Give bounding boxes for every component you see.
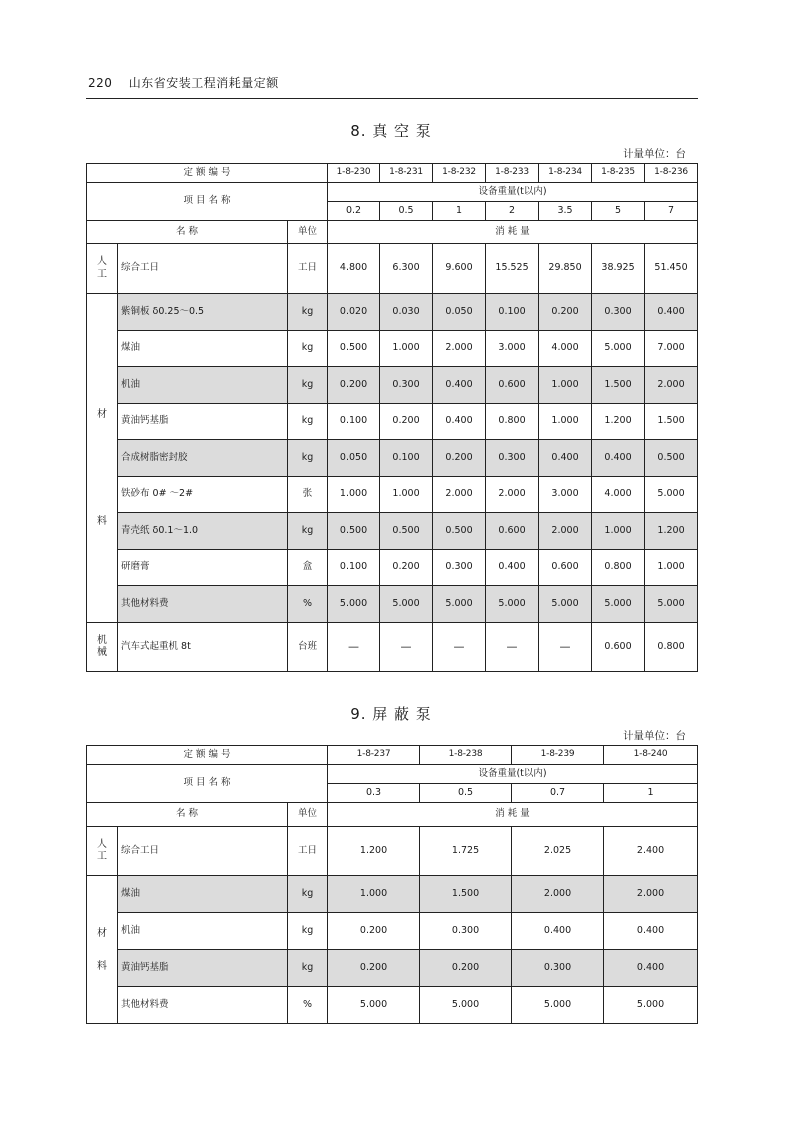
material-value: 1.000	[645, 550, 698, 586]
material-value: 0.800	[592, 550, 645, 586]
material-name: 机油	[118, 913, 288, 950]
material-value: 0.020	[328, 294, 380, 331]
material-value: 1.000	[592, 513, 645, 550]
section9-table	[86, 745, 698, 1024]
weight-value: 3.5	[539, 202, 592, 221]
material-value: 0.200	[539, 294, 592, 331]
material-value: 2.000	[433, 477, 486, 513]
machinery-category-label: 机 械	[97, 634, 107, 658]
material-value: 0.200	[328, 367, 380, 404]
quota-code: 1-8-235	[592, 164, 645, 183]
material-value: 5.000	[328, 586, 380, 623]
material-value: 5.000	[486, 586, 539, 623]
labor-unit: 工日	[288, 244, 328, 294]
material-value: 0.300	[512, 950, 604, 987]
labor-category	[87, 827, 118, 876]
material-value: 1.000	[539, 404, 592, 440]
quota-code: 1-8-236	[645, 164, 698, 183]
quota-code-label: 定 额 编 号	[87, 746, 328, 765]
material-row	[87, 586, 698, 623]
material-value: 4.000	[592, 477, 645, 513]
material-value: 5.000	[328, 987, 420, 1024]
material-value: 5.000	[512, 987, 604, 1024]
material-value: 1.000	[539, 367, 592, 404]
material-row	[87, 513, 698, 550]
material-value: 5.000	[433, 586, 486, 623]
material-unit: kg	[288, 404, 328, 440]
weight-value: 0.5	[380, 202, 433, 221]
material-value: 1.000	[328, 876, 420, 913]
material-value: 5.000	[645, 477, 698, 513]
materials-category-bottom: 料	[97, 516, 107, 527]
labor-value: 4.800	[328, 244, 380, 294]
material-unit: 张	[288, 477, 328, 513]
labor-value: 38.925	[592, 244, 645, 294]
labor-value: 1.200	[328, 827, 420, 876]
material-value: 1.500	[645, 404, 698, 440]
material-value: 0.400	[645, 294, 698, 331]
machinery-row	[87, 623, 698, 672]
column-header-row	[87, 221, 698, 244]
material-unit: kg	[288, 876, 328, 913]
labor-row	[87, 244, 698, 294]
weight-value: 0.3	[328, 784, 420, 803]
material-value: 0.200	[328, 950, 420, 987]
material-value: 2.000	[645, 367, 698, 404]
machinery-value: —	[328, 623, 380, 672]
material-unit: 盒	[288, 550, 328, 586]
material-value: 1.000	[380, 331, 433, 367]
material-name: 煤油	[118, 876, 288, 913]
material-unit: %	[288, 987, 328, 1024]
material-value: 2.000	[486, 477, 539, 513]
material-value: 0.400	[512, 913, 604, 950]
material-value: 0.200	[380, 550, 433, 586]
material-value: 0.400	[604, 950, 698, 987]
quota-code: 1-8-234	[539, 164, 592, 183]
quota-code: 1-8-239	[512, 746, 604, 765]
labor-unit: 工日	[288, 827, 328, 876]
page-number: 220	[88, 76, 113, 90]
weight-value: 0.2	[328, 202, 380, 221]
material-value: 0.030	[380, 294, 433, 331]
material-value: 0.800	[486, 404, 539, 440]
materials-category	[87, 294, 118, 623]
material-value: 0.300	[592, 294, 645, 331]
section8-title: 8. 真 空 泵	[350, 122, 432, 140]
consumption-label: 消 耗 量	[328, 221, 698, 244]
material-value: 0.300	[486, 440, 539, 477]
material-value: 0.300	[420, 913, 512, 950]
machinery-unit: 台班	[288, 623, 328, 672]
page-header	[88, 74, 698, 91]
labor-value: 2.400	[604, 827, 698, 876]
section8-table	[86, 163, 698, 672]
labor-value: 51.450	[645, 244, 698, 294]
material-value: 2.000	[433, 331, 486, 367]
material-row	[87, 876, 698, 913]
labor-value: 1.725	[420, 827, 512, 876]
material-value: 3.000	[539, 477, 592, 513]
labor-value: 9.600	[433, 244, 486, 294]
material-row	[87, 440, 698, 477]
material-value: 1.000	[380, 477, 433, 513]
material-unit: kg	[288, 294, 328, 331]
material-unit: kg	[288, 331, 328, 367]
labor-row	[87, 827, 698, 876]
section9-title: 9. 屏 蔽 泵	[350, 705, 432, 723]
material-value: 0.100	[486, 294, 539, 331]
material-value: 0.300	[433, 550, 486, 586]
name-column-label: 名 称	[87, 221, 288, 244]
material-row	[87, 987, 698, 1024]
material-row	[87, 331, 698, 367]
labor-value: 29.850	[539, 244, 592, 294]
quota-code: 1-8-240	[604, 746, 698, 765]
labor-name: 综合工日	[118, 244, 288, 294]
material-unit: kg	[288, 367, 328, 404]
material-value: 1.500	[420, 876, 512, 913]
material-value: 0.600	[539, 550, 592, 586]
material-value: 0.600	[486, 367, 539, 404]
material-row	[87, 294, 698, 331]
weight-group-label: 设备重量(t以内)	[328, 765, 698, 784]
labor-category-label: 人 工	[97, 838, 107, 862]
material-value: 5.000	[592, 331, 645, 367]
machinery-name: 汽车式起重机 8t	[118, 623, 288, 672]
material-name: 紫铜板 δ0.25～0.5	[118, 294, 288, 331]
quota-code-row	[87, 164, 698, 183]
material-name: 其他材料费	[118, 987, 288, 1024]
material-value: 0.400	[433, 367, 486, 404]
material-value: 0.050	[433, 294, 486, 331]
material-name: 机油	[118, 367, 288, 404]
labor-value: 15.525	[486, 244, 539, 294]
material-value: 0.400	[592, 440, 645, 477]
weight-value: 5	[592, 202, 645, 221]
column-header-row	[87, 803, 698, 827]
material-value: 0.400	[433, 404, 486, 440]
material-value: 0.100	[328, 404, 380, 440]
material-value: 0.500	[328, 513, 380, 550]
material-name: 铁砂布 0# ～2#	[118, 477, 288, 513]
material-value: 5.000	[539, 586, 592, 623]
labor-value: 2.025	[512, 827, 604, 876]
weight-value: 7	[645, 202, 698, 221]
material-name: 合成树脂密封胶	[118, 440, 288, 477]
materials-category	[87, 876, 118, 1024]
labor-name: 综合工日	[118, 827, 288, 876]
material-unit: kg	[288, 440, 328, 477]
weight-value: 0.5	[420, 784, 512, 803]
material-value: 0.500	[433, 513, 486, 550]
material-row	[87, 550, 698, 586]
material-value: 0.200	[420, 950, 512, 987]
material-value: 0.500	[380, 513, 433, 550]
material-value: 0.200	[433, 440, 486, 477]
weight-value: 1	[604, 784, 698, 803]
labor-category	[87, 244, 118, 294]
material-value: 0.500	[328, 331, 380, 367]
quota-code: 1-8-232	[433, 164, 486, 183]
machinery-value: —	[539, 623, 592, 672]
material-row	[87, 367, 698, 404]
material-value: 2.000	[539, 513, 592, 550]
name-column-label: 名 称	[87, 803, 288, 827]
material-value: 7.000	[645, 331, 698, 367]
material-value: 5.000	[645, 586, 698, 623]
weight-value: 2	[486, 202, 539, 221]
material-value: 1.500	[592, 367, 645, 404]
material-value: 0.400	[486, 550, 539, 586]
machinery-value: —	[433, 623, 486, 672]
machinery-value: —	[380, 623, 433, 672]
material-value: 1.200	[645, 513, 698, 550]
material-row	[87, 913, 698, 950]
material-value: 0.200	[380, 404, 433, 440]
material-value: 5.000	[592, 586, 645, 623]
quota-code: 1-8-231	[380, 164, 433, 183]
material-value: 0.050	[328, 440, 380, 477]
weight-value: 1	[433, 202, 486, 221]
quota-code: 1-8-230	[328, 164, 380, 183]
machinery-value: 0.600	[592, 623, 645, 672]
material-row	[87, 950, 698, 987]
material-row	[87, 477, 698, 513]
material-value: 1.000	[328, 477, 380, 513]
material-row	[87, 404, 698, 440]
material-value: 3.000	[486, 331, 539, 367]
weight-group-row	[87, 765, 698, 784]
materials-category-top: 材	[97, 409, 107, 420]
quota-code-label: 定 额 编 号	[87, 164, 328, 183]
quota-code: 1-8-237	[328, 746, 420, 765]
material-name: 黄油钙基脂	[118, 950, 288, 987]
material-value: 5.000	[604, 987, 698, 1024]
weight-group-row	[87, 183, 698, 202]
material-unit: kg	[288, 513, 328, 550]
consumption-label: 消 耗 量	[328, 803, 698, 827]
weight-group-label: 设备重量(t以内)	[328, 183, 698, 202]
quota-code: 1-8-238	[420, 746, 512, 765]
unit-column-label: 单位	[288, 221, 328, 244]
section9-unit-note: 计量单位：台	[623, 730, 686, 742]
material-value: 2.000	[604, 876, 698, 913]
item-name-label: 项 目 名 称	[87, 765, 328, 803]
materials-category-bottom: 料	[97, 960, 107, 972]
material-value: 0.200	[328, 913, 420, 950]
materials-category-top: 材	[97, 927, 107, 939]
material-name: 黄油钙基脂	[118, 404, 288, 440]
machinery-category	[87, 623, 118, 672]
material-value: 0.400	[604, 913, 698, 950]
material-name: 青壳纸 δ0.1～1.0	[118, 513, 288, 550]
material-value: 0.100	[328, 550, 380, 586]
material-value: 0.100	[380, 440, 433, 477]
quota-code-row	[87, 746, 698, 765]
material-value: 5.000	[420, 987, 512, 1024]
material-value: 0.500	[645, 440, 698, 477]
header-rule	[86, 98, 698, 99]
material-value: 4.000	[539, 331, 592, 367]
machinery-value: —	[486, 623, 539, 672]
item-name-label: 项 目 名 称	[87, 183, 328, 221]
material-name: 煤油	[118, 331, 288, 367]
material-unit: kg	[288, 950, 328, 987]
material-name: 其他材料费	[118, 586, 288, 623]
section8-unit-note: 计量单位：台	[623, 148, 686, 160]
material-value: 2.000	[512, 876, 604, 913]
book-title: 山东省安装工程消耗量定额	[128, 76, 279, 90]
material-name: 研磨膏	[118, 550, 288, 586]
material-value: 1.200	[592, 404, 645, 440]
material-value: 0.300	[380, 367, 433, 404]
machinery-value: 0.800	[645, 623, 698, 672]
material-value: 0.400	[539, 440, 592, 477]
material-unit: kg	[288, 913, 328, 950]
unit-column-label: 单位	[288, 803, 328, 827]
material-value: 5.000	[380, 586, 433, 623]
material-value: 0.600	[486, 513, 539, 550]
labor-value: 6.300	[380, 244, 433, 294]
labor-category-label: 人 工	[97, 256, 107, 280]
material-unit: %	[288, 586, 328, 623]
quota-code: 1-8-233	[486, 164, 539, 183]
weight-value: 0.7	[512, 784, 604, 803]
